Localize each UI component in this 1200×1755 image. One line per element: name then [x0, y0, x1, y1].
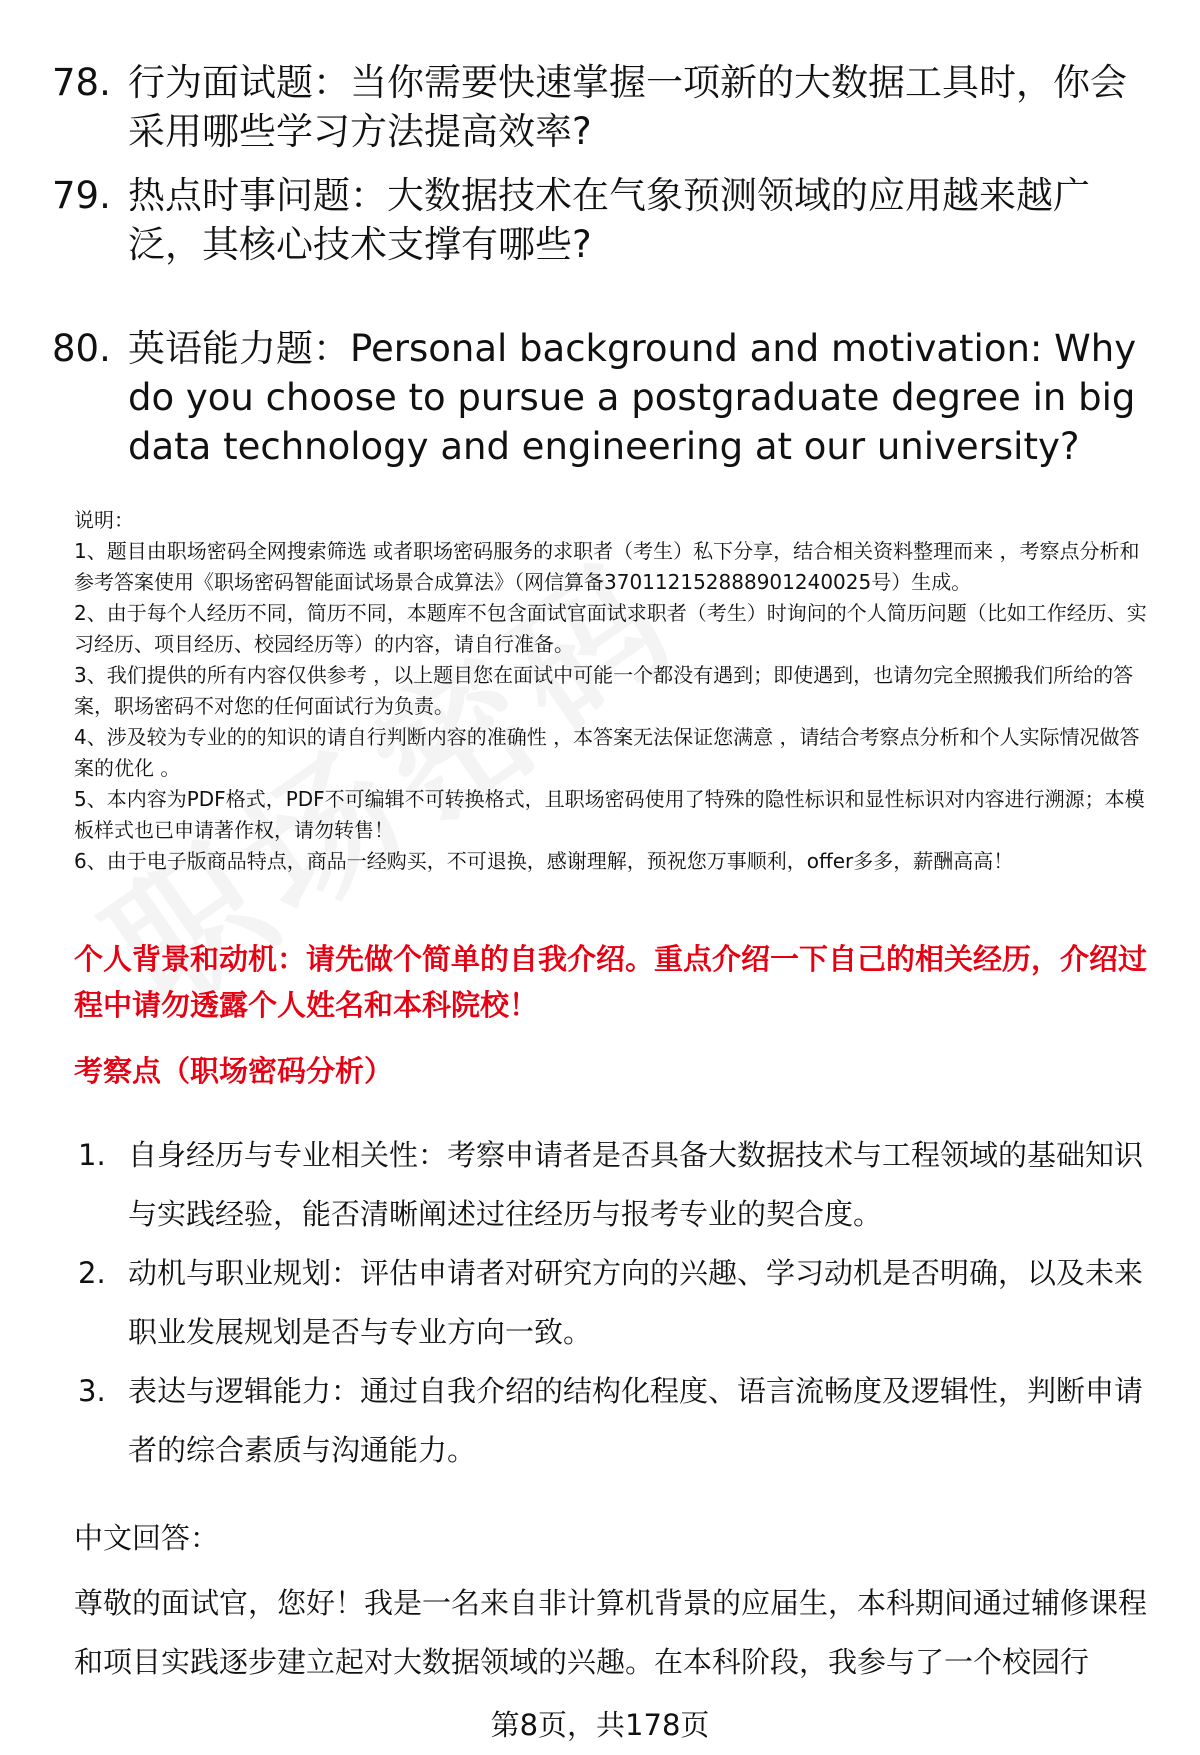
- question-text: 热点时事问题：大数据技术在气象预测领域的应用越来越广泛，其核心技术支撑有哪些?: [128, 174, 1090, 266]
- point-number: 1.: [78, 1138, 106, 1172]
- note-item: 5、本内容为PDF格式，PDF不可编辑不可转换格式，且职场密码使用了特殊的隐性标识和显性标识对内容进行溯源；本模板样式也已申请著作权，请勿转售！: [74, 787, 1145, 842]
- answer-text: 尊敬的面试官，您好！我是一名来自非计算机背景的应届生，本科期间通过辅修课程和项目实践逐步建立起对大数据领域的兴趣。在本科阶段，我参与了一个校园行: [74, 1586, 1148, 1679]
- analysis-title: 考察点（职场密码分析）: [74, 1054, 394, 1088]
- question-text: 行为面试题：当你需要快速掌握一项新的大数据工具时，你会采用哪些学习方法提高效率?: [128, 61, 1127, 153]
- note-item: 1、题目由职场密码全网搜索筛选 或者职场密码服务的求职者（考生）私下分享，结合相关资料整理而来 ，考察点分析和参考答案使用《职场密码智能面试场景合成算法》（网信算备370112152888901240025号）生成。: [74, 539, 1140, 594]
- point-text: 自身经历与专业相关性：考察申请者是否具备大数据技术与工程领域的基础知识与实践经验，能否清晰阐述过往经历与报考专业的契合度。: [128, 1138, 1144, 1231]
- point-text: 动机与职业规划：评估申请者对研究方向的兴趣、学习动机是否明确，以及未来职业发展规划是否与专业方向一致。: [128, 1256, 1144, 1349]
- question-number: 80.: [52, 327, 111, 370]
- answer-label: 中文回答：: [74, 1521, 220, 1555]
- question-79: [52, 171, 1152, 269]
- analysis-points: [78, 1126, 1153, 1480]
- note-item: 4、涉及较为专业的的知识的请自行判断内容的准确性 ，本答案无法保证您满意 ，请结合考察点分析和个人实际情况做答案的优化 。: [74, 725, 1140, 780]
- list-item: [78, 1362, 1153, 1480]
- notes-section: [74, 505, 1159, 877]
- note-item: 3、我们提供的所有内容仅供参考 ，以上题目您在面试中可能一个都没有遇到；即使遇到，也请勿完全照搬我们所给的答案，职场密码不对您的任何面试行为负责。: [74, 663, 1134, 718]
- current-question: 个人背景和动机：请先做个简单的自我介绍。重点介绍一下自己的相关经历，介绍过程中请勿透露个人姓名和本科院校！: [74, 942, 1148, 1022]
- point-number: 3.: [78, 1374, 106, 1408]
- point-text: 表达与逻辑能力：通过自我介绍的结构化程度、语言流畅度及逻辑性，判断申请者的综合素质与沟通能力。: [128, 1374, 1144, 1467]
- note-item: 6、由于电子版商品特点，商品一经购买，不可退换，感谢理解，预祝您万事顺利，offer多多，薪酬高高！: [74, 849, 1014, 873]
- list-item: [78, 1244, 1153, 1362]
- page-footer: 第8页，共178页: [0, 1705, 1200, 1745]
- question-number: 79.: [52, 174, 111, 217]
- question-number: 78.: [52, 61, 111, 104]
- question-80: [52, 324, 1152, 471]
- question-text: 英语能力题：Personal background and motivation: Why do you choose to pursue a postgraduate degree in big data technology and engineering at our university?: [128, 327, 1137, 468]
- question-78: [52, 58, 1152, 156]
- list-item: [78, 1126, 1153, 1244]
- point-number: 2.: [78, 1256, 106, 1290]
- notes-heading: 说明：: [74, 508, 134, 532]
- note-item: 2、由于每个人经历不同，简历不同，本题库不包含面试官面试求职者（考生）时询问的个人简历问题（比如工作经历、实习经历、项目经历、校园经历等）的内容，请自行准备。: [74, 601, 1147, 656]
